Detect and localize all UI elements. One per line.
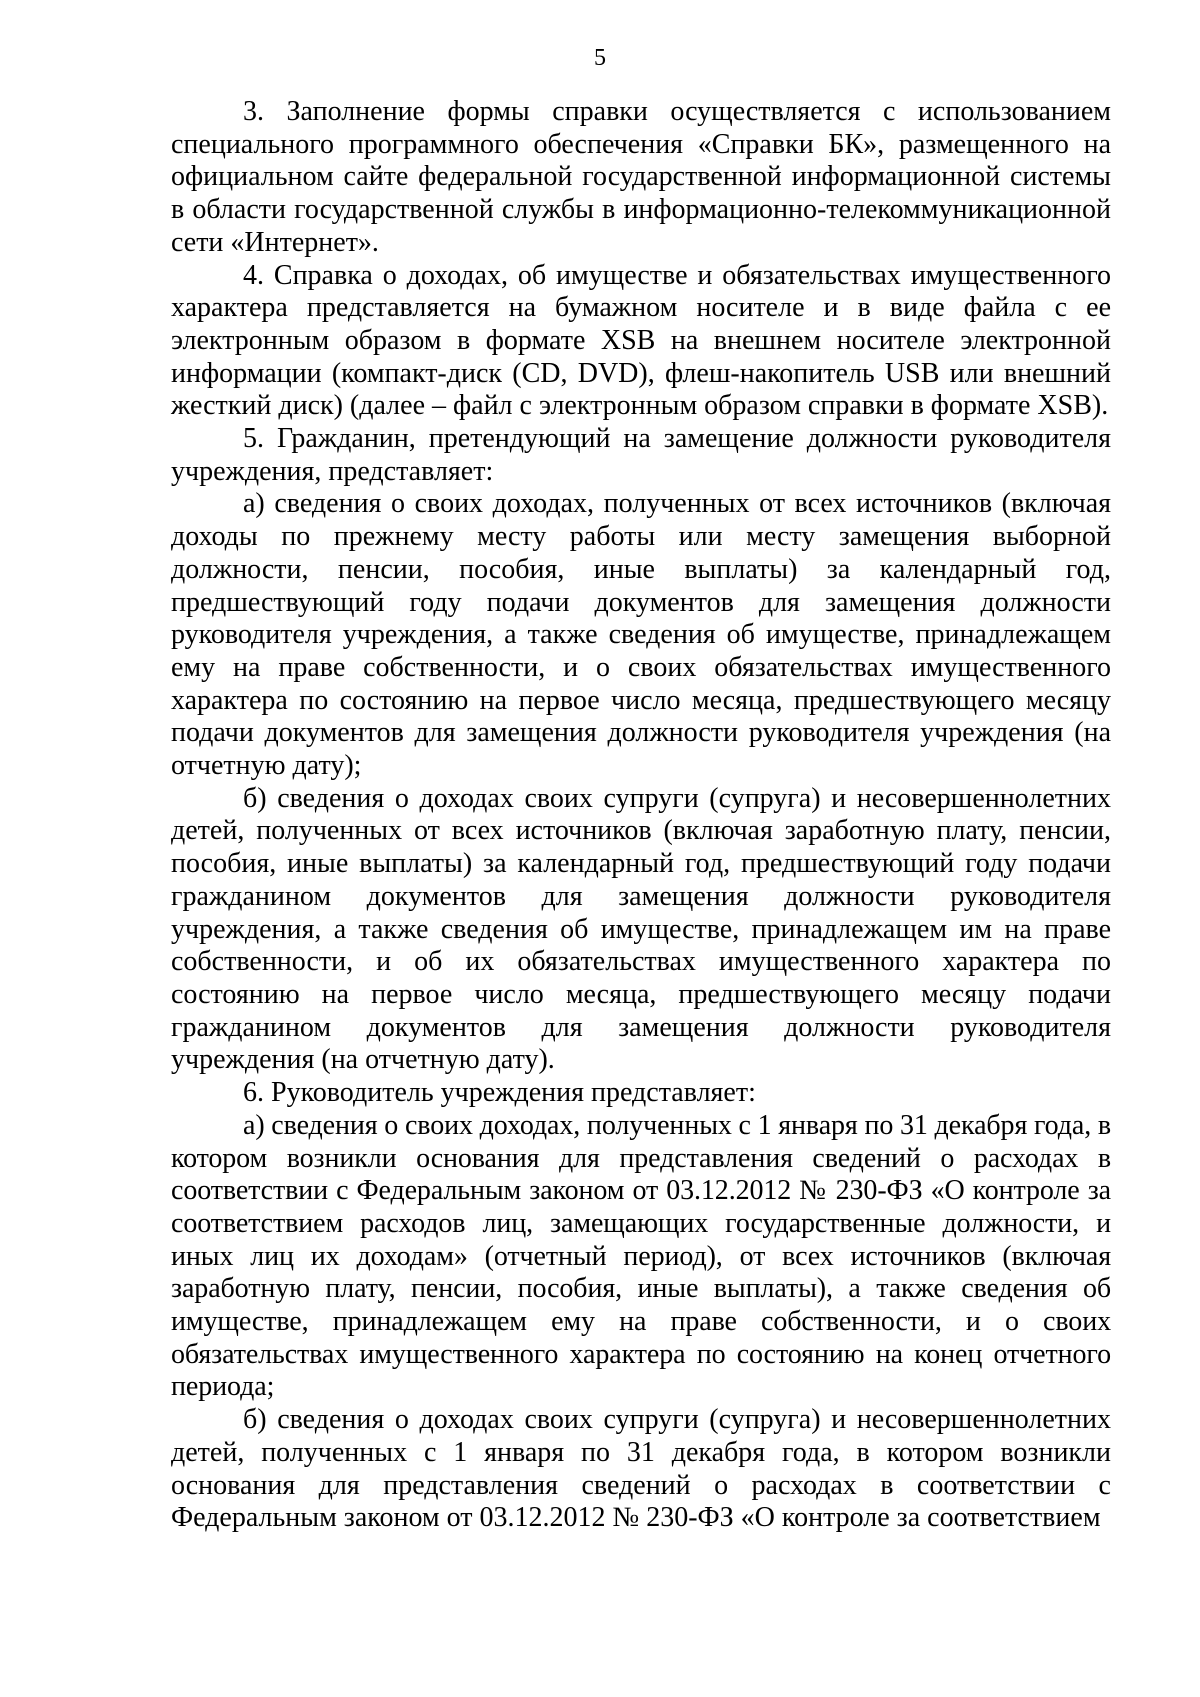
- paragraph-3: 3. Заполнение формы справки осуществляется с использованием специального программного обеспечения «Справки БК», размещенного на официальном сайте федеральной государственной информационной системы в области государственной службы в информационно-телекоммуникационной сети «Интернет».: [171, 96, 1111, 258]
- paragraph-4: 4. Справка о доходах, об имуществе и обязательствах имущественного характера представляется на бумажном носителе и в виде файла с ее электронным образом в формате XSB на внешнем носителе электронной информации (компакт-диск (CD, DVD), флеш-накопитель USB или внешний жесткий диск) (далее – файл с электронным образом справки в формате XSB).: [171, 259, 1111, 422]
- paragraph-6b: б) сведения о доходах своих супруги (супруга) и несовершеннолетних детей, полученных с 1 января по 31 декабря года, в котором возникли основания для представления сведений о расходах в соответствии с Федеральным законом от 03.12.2012 № 230-ФЗ «О контроле за соответствием: [171, 1404, 1111, 1534]
- paragraph-5: 5. Гражданин, претендующий на замещение должности руководителя учреждения, представляет:: [171, 423, 1111, 487]
- document-body: [171, 96, 1111, 1535]
- paragraph-6: 6. Руководитель учреждения представляет:: [243, 1077, 756, 1109]
- page-number: 5: [594, 45, 606, 71]
- paragraph-5b: б) сведения о доходах своих супруги (супруга) и несовершеннолетних детей, полученных от всех источников (включая заработную плату, пенсии, пособия, иные выплаты) за календарный год, предшествующий году подачи гражданином документов для замещения должности руководителя учреждения, а также сведения об имуществе, принадлежащем им на праве собственности, и об их обязательствах имущественного характера по состоянию на первое число месяца, предшествующего месяцу подачи гражданином документов для замещения должности руководителя учреждения (на отчетную дату).: [171, 782, 1111, 1076]
- paragraph-6a: а) сведения о своих доходах, полученных с 1 января по 31 декабря года, в котором возникли основания для представления сведений о расходах в соответствии с Федеральным законом от 03.12.2012 № 230-ФЗ «О контроле за соответствием расходов лиц, замещающих государственные должности, и иных лиц их доходам» (отчетный период), от всех источников (включая заработную плату, пенсии, пособия, иные выплаты), а также сведения об имуществе, принадлежащем ему на праве собственности, и о своих обязательствах имущественного характера по состоянию на конец отчетного периода;: [171, 1109, 1111, 1403]
- paragraph-5a: а) сведения о своих доходах, полученных от всех источников (включая доходы по прежнему месту работы или месту замещения выборной должности, пенсии, пособия, иные выплаты) за календарный год, предшествующий году подачи документов для замещения должности руководителя учреждения, а также сведения об имуществе, принадлежащем ему на праве собственности, и о своих обязательствах имущественного характера по состоянию на первое число месяца, предшествующего месяцу подачи документов для замещения должности руководителя учреждения (на отчетную дату);: [171, 488, 1111, 782]
